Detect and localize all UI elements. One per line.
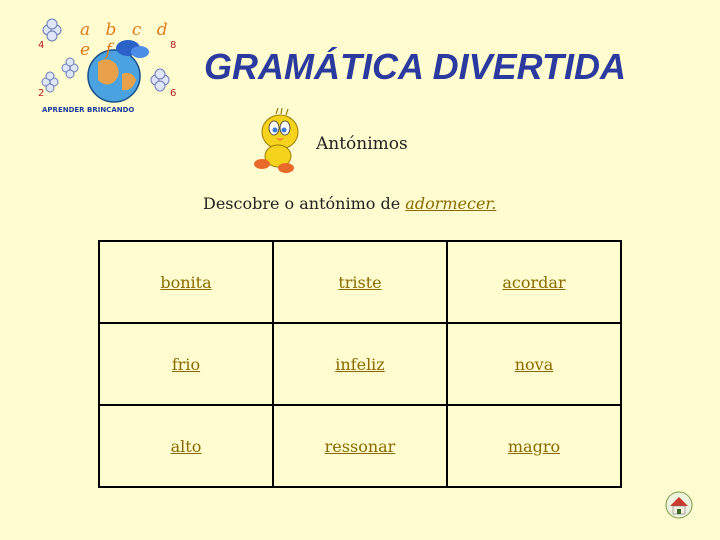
grid-cell: [447, 241, 621, 323]
grid-cell: [447, 405, 621, 487]
grid-cell: [447, 323, 621, 405]
logo-letters: a b c d e f: [80, 20, 173, 60]
svg-text:4: 4: [38, 40, 45, 51]
grid-cell: [273, 323, 447, 405]
table-row: [99, 405, 621, 487]
option-link[interactable]: bonita: [160, 272, 212, 292]
instruction: [203, 194, 496, 213]
table-row: [99, 323, 621, 405]
svg-text:6: 6: [170, 88, 177, 99]
option-link[interactable]: magro: [507, 436, 561, 456]
page-title: GRAMÁTICA DIVERTIDA: [204, 46, 626, 87]
option-link[interactable]: triste: [338, 272, 382, 292]
subtitle: Antónimos: [316, 134, 408, 154]
target-word: adormecer.: [405, 194, 497, 213]
option-link[interactable]: nova: [514, 354, 554, 374]
option-link[interactable]: ressonar: [324, 436, 396, 456]
grid-cell: [273, 405, 447, 487]
grid-cell: [273, 241, 447, 323]
option-link[interactable]: infeliz: [335, 354, 385, 374]
svg-text:8: 8: [170, 40, 177, 51]
grid-cell: [99, 323, 273, 405]
instruction-prefix: Descobre o antónimo de: [203, 194, 406, 213]
option-link[interactable]: frio: [171, 354, 201, 374]
home-icon: [664, 490, 694, 520]
svg-text:2: 2: [38, 88, 45, 99]
tweety-icon: [246, 108, 308, 176]
option-link[interactable]: alto: [170, 436, 202, 456]
table-row: [99, 241, 621, 323]
grid-cell: [99, 241, 273, 323]
option-link[interactable]: acordar: [502, 272, 566, 292]
logo: [36, 18, 186, 118]
answer-grid: [98, 240, 622, 488]
home-button[interactable]: [664, 490, 694, 520]
grid-cell: [99, 405, 273, 487]
logo-caption: APRENDER BRINCANDO: [42, 106, 135, 114]
